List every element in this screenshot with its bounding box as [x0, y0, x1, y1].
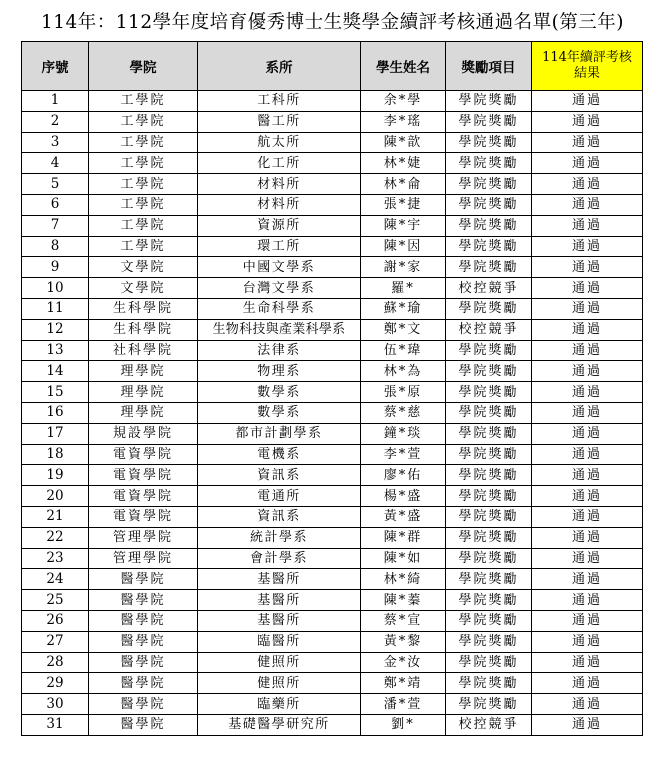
cell-college: 工學院 — [89, 111, 198, 132]
cell-college: 電資學院 — [89, 486, 198, 507]
cell-award: 學院獎勵 — [446, 236, 532, 257]
table-row — [22, 153, 643, 174]
cell-dept: 都市計劃學系 — [198, 423, 361, 444]
cell-no: 15 — [22, 382, 89, 403]
header-dept: 系所 — [198, 42, 361, 91]
cell-student: 金*汝 — [361, 652, 446, 673]
cell-student: 張*原 — [361, 382, 446, 403]
cell-college: 醫學院 — [89, 694, 198, 715]
cell-dept: 台灣文學系 — [198, 278, 361, 299]
document-title: 114年：112學年度培育優秀博士生獎學金續評考核通過名單(第三年) — [40, 12, 625, 33]
cell-award: 學院獎勵 — [446, 631, 532, 652]
table-row — [22, 694, 643, 715]
cell-no: 22 — [22, 527, 89, 548]
cell-student: 張*捷 — [361, 194, 446, 215]
cell-dept: 中國文學系 — [198, 257, 361, 278]
cell-student: 劉* — [361, 714, 446, 735]
cell-student: 林*婕 — [361, 153, 446, 174]
table-row — [22, 319, 643, 340]
cell-student: 潘*萱 — [361, 694, 446, 715]
cell-award: 校控競爭 — [446, 278, 532, 299]
cell-award: 學院獎勵 — [446, 298, 532, 319]
cell-dept: 基礎醫學研究所 — [198, 714, 361, 735]
cell-college: 電資學院 — [89, 465, 198, 486]
cell-result: 通過 — [532, 714, 643, 735]
cell-award: 學院獎勵 — [446, 402, 532, 423]
cell-award: 學院獎勵 — [446, 257, 532, 278]
cell-college: 文學院 — [89, 257, 198, 278]
table-row — [22, 382, 643, 403]
table-row — [22, 215, 643, 236]
cell-result: 通過 — [532, 527, 643, 548]
cell-no: 5 — [22, 174, 89, 195]
cell-result: 通過 — [532, 610, 643, 631]
table-row — [22, 298, 643, 319]
cell-no: 3 — [22, 132, 89, 153]
cell-dept: 化工所 — [198, 153, 361, 174]
cell-college: 工學院 — [89, 215, 198, 236]
cell-college: 管理學院 — [89, 527, 198, 548]
cell-college: 理學院 — [89, 382, 198, 403]
cell-student: 陳*宇 — [361, 215, 446, 236]
cell-award: 學院獎勵 — [446, 486, 532, 507]
cell-no: 1 — [22, 91, 89, 112]
cell-student: 羅* — [361, 278, 446, 299]
cell-no: 10 — [22, 278, 89, 299]
cell-dept: 環工所 — [198, 236, 361, 257]
cell-result: 通過 — [532, 590, 643, 611]
cell-student: 蘇*瑜 — [361, 298, 446, 319]
cell-award: 學院獎勵 — [446, 548, 532, 569]
cell-college: 理學院 — [89, 402, 198, 423]
table-row — [22, 444, 643, 465]
cell-no: 12 — [22, 319, 89, 340]
cell-award: 學院獎勵 — [446, 174, 532, 195]
table-row — [22, 361, 643, 382]
cell-result: 通過 — [532, 694, 643, 715]
cell-college: 工學院 — [89, 194, 198, 215]
cell-result: 通過 — [532, 465, 643, 486]
cell-dept: 數學系 — [198, 382, 361, 403]
cell-student: 伍*瑋 — [361, 340, 446, 361]
cell-student: 鄭*文 — [361, 319, 446, 340]
cell-dept: 醫工所 — [198, 111, 361, 132]
table-body — [22, 91, 643, 736]
cell-result: 通過 — [532, 402, 643, 423]
cell-award: 學院獎勵 — [446, 610, 532, 631]
cell-dept: 基醫所 — [198, 569, 361, 590]
cell-college: 醫學院 — [89, 610, 198, 631]
cell-result: 通過 — [532, 153, 643, 174]
cell-college: 醫學院 — [89, 652, 198, 673]
cell-student: 謝*家 — [361, 257, 446, 278]
cell-student: 鐘*琰 — [361, 423, 446, 444]
cell-student: 蔡*宣 — [361, 610, 446, 631]
header-award: 獎勵項目 — [446, 42, 532, 91]
cell-award: 學院獎勵 — [446, 569, 532, 590]
cell-no: 14 — [22, 361, 89, 382]
cell-dept: 資源所 — [198, 215, 361, 236]
cell-result: 通過 — [532, 506, 643, 527]
cell-award: 學院獎勵 — [446, 194, 532, 215]
header-row — [22, 42, 643, 91]
cell-result: 通過 — [532, 423, 643, 444]
table-row — [22, 257, 643, 278]
cell-result: 通過 — [532, 111, 643, 132]
cell-college: 工學院 — [89, 91, 198, 112]
cell-student: 林*侖 — [361, 174, 446, 195]
cell-college: 電資學院 — [89, 506, 198, 527]
cell-student: 余*學 — [361, 91, 446, 112]
cell-student: 黃*黎 — [361, 631, 446, 652]
cell-no: 31 — [22, 714, 89, 735]
cell-student: 陳*如 — [361, 548, 446, 569]
cell-no: 29 — [22, 673, 89, 694]
cell-college: 工學院 — [89, 153, 198, 174]
cell-no: 16 — [22, 402, 89, 423]
cell-college: 工學院 — [89, 132, 198, 153]
cell-result: 通過 — [532, 91, 643, 112]
cell-award: 學院獎勵 — [446, 153, 532, 174]
cell-dept: 工科所 — [198, 91, 361, 112]
cell-award: 學院獎勵 — [446, 215, 532, 236]
table-row — [22, 590, 643, 611]
table-row — [22, 91, 643, 112]
table-row — [22, 402, 643, 423]
cell-student: 廖*佑 — [361, 465, 446, 486]
header-college: 學院 — [89, 42, 198, 91]
cell-award: 學院獎勵 — [446, 444, 532, 465]
cell-college: 社科學院 — [89, 340, 198, 361]
cell-dept: 臨醫所 — [198, 631, 361, 652]
cell-result: 通過 — [532, 444, 643, 465]
cell-student: 李*萱 — [361, 444, 446, 465]
cell-result: 通過 — [532, 548, 643, 569]
table-row — [22, 506, 643, 527]
table-row — [22, 132, 643, 153]
cell-student: 黃*盛 — [361, 506, 446, 527]
cell-dept: 健照所 — [198, 673, 361, 694]
cell-dept: 電通所 — [198, 486, 361, 507]
cell-dept: 統計學系 — [198, 527, 361, 548]
cell-award: 校控競爭 — [446, 714, 532, 735]
cell-college: 醫學院 — [89, 714, 198, 735]
cell-dept: 生命科學系 — [198, 298, 361, 319]
cell-award: 學院獎勵 — [446, 423, 532, 444]
table-row — [22, 174, 643, 195]
cell-result: 通過 — [532, 382, 643, 403]
header-result-line1: 114年續評考核 — [542, 50, 632, 65]
cell-result: 通過 — [532, 194, 643, 215]
cell-dept: 基醫所 — [198, 610, 361, 631]
cell-no: 2 — [22, 111, 89, 132]
cell-student: 陳*群 — [361, 527, 446, 548]
cell-no: 9 — [22, 257, 89, 278]
cell-college: 工學院 — [89, 236, 198, 257]
cell-dept: 電機系 — [198, 444, 361, 465]
cell-award: 學院獎勵 — [446, 132, 532, 153]
cell-dept: 材料所 — [198, 174, 361, 195]
cell-student: 鄭*靖 — [361, 673, 446, 694]
cell-no: 13 — [22, 340, 89, 361]
cell-no: 28 — [22, 652, 89, 673]
table-row — [22, 714, 643, 735]
cell-result: 通過 — [532, 132, 643, 153]
cell-no: 6 — [22, 194, 89, 215]
cell-student: 陳*蓁 — [361, 590, 446, 611]
cell-dept: 基醫所 — [198, 590, 361, 611]
cell-award: 學院獎勵 — [446, 91, 532, 112]
cell-college: 電資學院 — [89, 444, 198, 465]
cell-dept: 會計學系 — [198, 548, 361, 569]
table-row — [22, 423, 643, 444]
table-row — [22, 486, 643, 507]
header-student: 學生姓名 — [361, 42, 446, 91]
cell-result: 通過 — [532, 174, 643, 195]
cell-student: 楊*盛 — [361, 486, 446, 507]
cell-college: 文學院 — [89, 278, 198, 299]
cell-award: 學院獎勵 — [446, 673, 532, 694]
cell-college: 管理學院 — [89, 548, 198, 569]
cell-award: 學院獎勵 — [446, 111, 532, 132]
cell-dept: 資訊系 — [198, 465, 361, 486]
cell-college: 理學院 — [89, 361, 198, 382]
results-table — [21, 41, 643, 736]
cell-dept: 數學系 — [198, 402, 361, 423]
cell-award: 學院獎勵 — [446, 382, 532, 403]
cell-result: 通過 — [532, 486, 643, 507]
cell-college: 規設學院 — [89, 423, 198, 444]
cell-no: 4 — [22, 153, 89, 174]
table-row — [22, 527, 643, 548]
cell-award: 學院獎勵 — [446, 465, 532, 486]
table-row — [22, 569, 643, 590]
table-row — [22, 194, 643, 215]
cell-dept: 臨藥所 — [198, 694, 361, 715]
cell-no: 24 — [22, 569, 89, 590]
cell-award: 學院獎勵 — [446, 506, 532, 527]
cell-result: 通過 — [532, 257, 643, 278]
cell-dept: 生物科技與產業科學系 — [198, 319, 361, 340]
cell-dept: 法律系 — [198, 340, 361, 361]
cell-result: 通過 — [532, 569, 643, 590]
cell-award: 學院獎勵 — [446, 340, 532, 361]
cell-no: 20 — [22, 486, 89, 507]
cell-award: 學院獎勵 — [446, 527, 532, 548]
cell-no: 11 — [22, 298, 89, 319]
cell-result: 通過 — [532, 278, 643, 299]
cell-award: 學院獎勵 — [446, 694, 532, 715]
cell-student: 林*綺 — [361, 569, 446, 590]
cell-no: 23 — [22, 548, 89, 569]
cell-no: 18 — [22, 444, 89, 465]
cell-student: 林*為 — [361, 361, 446, 382]
cell-dept: 資訊系 — [198, 506, 361, 527]
cell-award: 校控競爭 — [446, 319, 532, 340]
cell-result: 通過 — [532, 215, 643, 236]
cell-no: 19 — [22, 465, 89, 486]
table-row — [22, 548, 643, 569]
cell-result: 通過 — [532, 298, 643, 319]
cell-result: 通過 — [532, 631, 643, 652]
cell-student: 陳*歆 — [361, 132, 446, 153]
table-header — [22, 42, 643, 91]
cell-result: 通過 — [532, 673, 643, 694]
cell-no: 26 — [22, 610, 89, 631]
table-row — [22, 610, 643, 631]
cell-award: 學院獎勵 — [446, 590, 532, 611]
cell-college: 醫學院 — [89, 590, 198, 611]
cell-no: 25 — [22, 590, 89, 611]
cell-college: 生科學院 — [89, 298, 198, 319]
cell-no: 7 — [22, 215, 89, 236]
cell-result: 通過 — [532, 236, 643, 257]
table-row — [22, 111, 643, 132]
cell-result: 通過 — [532, 340, 643, 361]
cell-dept: 健照所 — [198, 652, 361, 673]
cell-college: 工學院 — [89, 174, 198, 195]
cell-college: 醫學院 — [89, 569, 198, 590]
cell-student: 蔡*慈 — [361, 402, 446, 423]
table-row — [22, 236, 643, 257]
cell-college: 醫學院 — [89, 673, 198, 694]
table-row — [22, 340, 643, 361]
cell-result: 通過 — [532, 652, 643, 673]
cell-no: 21 — [22, 506, 89, 527]
cell-award: 學院獎勵 — [446, 361, 532, 382]
cell-student: 陳*因 — [361, 236, 446, 257]
cell-dept: 物理系 — [198, 361, 361, 382]
table-row — [22, 673, 643, 694]
cell-dept: 材料所 — [198, 194, 361, 215]
header-no: 序號 — [22, 42, 89, 91]
cell-dept: 航太所 — [198, 132, 361, 153]
cell-college: 醫學院 — [89, 631, 198, 652]
cell-award: 學院獎勵 — [446, 652, 532, 673]
cell-student: 李*瑤 — [361, 111, 446, 132]
table-row — [22, 631, 643, 652]
cell-result: 通過 — [532, 361, 643, 382]
cell-no: 17 — [22, 423, 89, 444]
cell-college: 生科學院 — [89, 319, 198, 340]
cell-result: 通過 — [532, 319, 643, 340]
table-row — [22, 652, 643, 673]
cell-no: 27 — [22, 631, 89, 652]
cell-no: 8 — [22, 236, 89, 257]
table-row — [22, 465, 643, 486]
header-result — [532, 42, 643, 91]
cell-no: 30 — [22, 694, 89, 715]
table-row — [22, 278, 643, 299]
header-result-line2: 結果 — [573, 66, 600, 81]
